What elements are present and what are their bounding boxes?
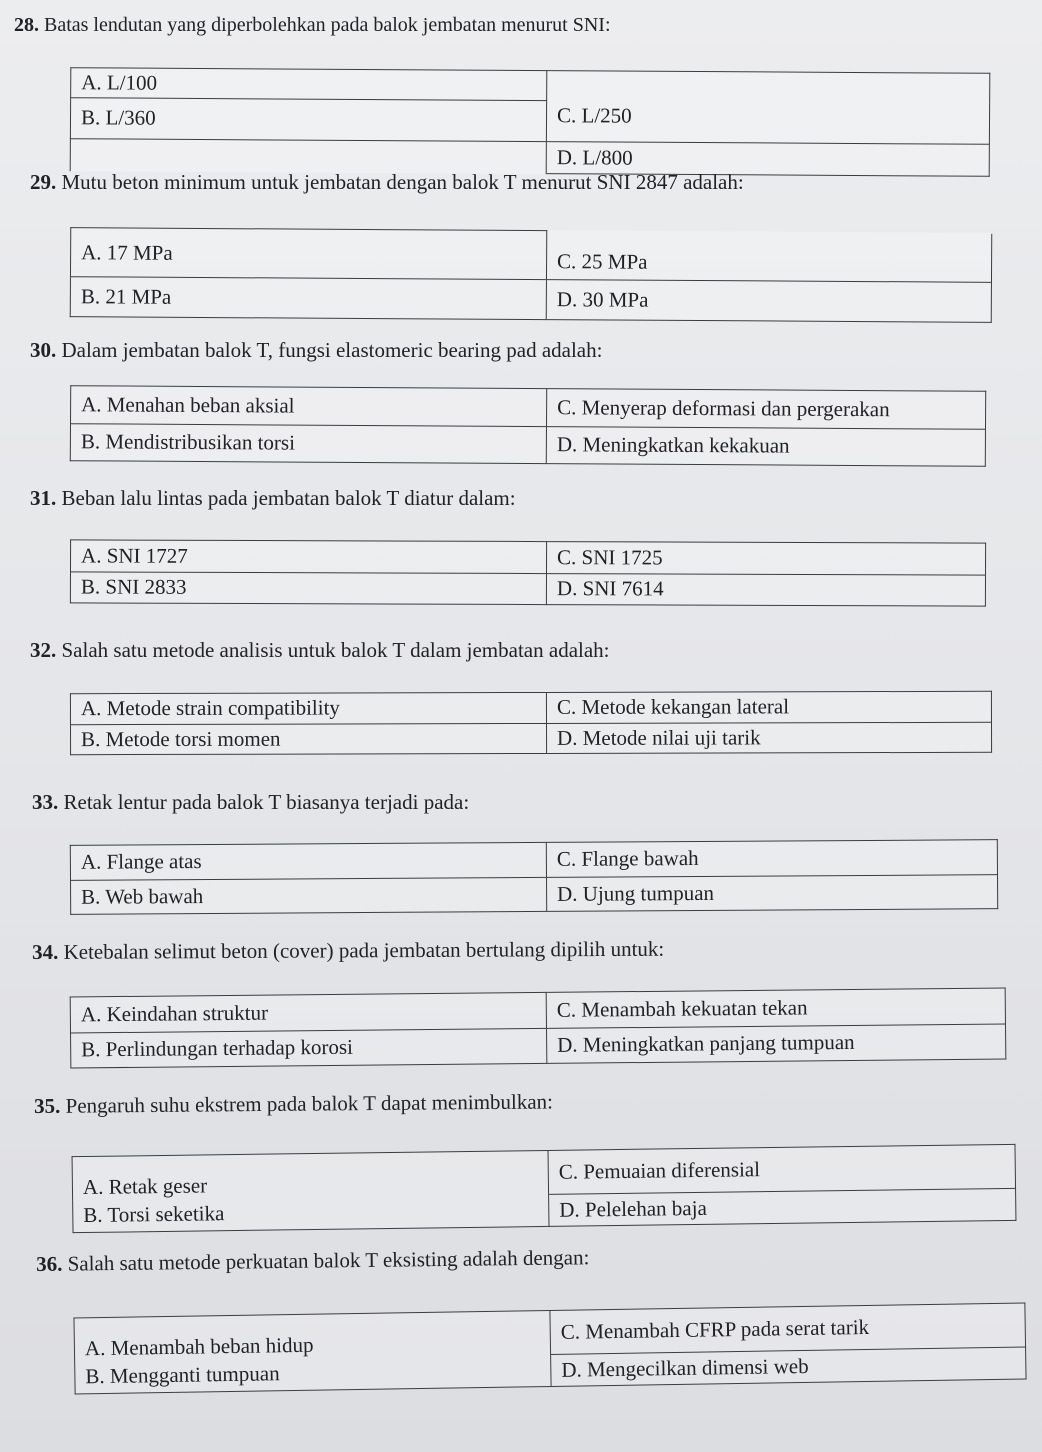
options-table-28 [70, 67, 991, 177]
question-text: Pengaruh suhu ekstrem pada balok T dapat menimbulkan: [65, 1089, 554, 1118]
option-b[interactable]: B. Mengganti tumpuan [75, 1354, 551, 1393]
question-number: 34. [32, 939, 59, 964]
option-a[interactable]: A. Flange atas [70, 842, 546, 879]
question-30 [30, 338, 602, 363]
question-number: 36. [36, 1251, 63, 1276]
question-number: 33. [32, 790, 59, 814]
question-number: 35. [34, 1093, 61, 1118]
option-c[interactable]: C. SNI 1725 [546, 542, 985, 575]
option-c[interactable]: C. Menambah CFRP pada serat tarik [550, 1303, 1026, 1354]
option-d[interactable]: D. L/800 [546, 141, 989, 176]
option-a[interactable]: A. Keindahan struktur [70, 992, 546, 1032]
option-a[interactable]: A. Retak geser [72, 1150, 549, 1200]
options-table-36 [73, 1303, 1026, 1394]
question-text: Retak lentur pada balok T biasanya terjadi pada: [63, 790, 470, 814]
option-b[interactable]: B. L/360 [70, 98, 546, 141]
options-table-35 [72, 1144, 1017, 1233]
option-b[interactable]: B. Mendistribusikan torsi [70, 423, 546, 463]
question-text: Batas lendutan yang diperbolehkan pada balok jembatan menurut SNI: [44, 14, 611, 36]
option-d[interactable]: D. Metode nilai uji tarik [546, 722, 991, 754]
options-table-31 [70, 539, 986, 606]
question-31 [30, 486, 516, 511]
option-b[interactable]: B. Torsi seketika [73, 1194, 549, 1232]
option-b[interactable]: B. SNI 2833 [70, 571, 546, 604]
question-text: Dalam jembatan balok T, fungsi elastomeric bearing pad adalah: [61, 338, 603, 362]
option-a[interactable]: A. Menambah beban hidup [74, 1310, 551, 1361]
option-c[interactable]: C. Menambah kekuatan tekan [546, 988, 1005, 1028]
option-a[interactable]: A. SNI 1727 [71, 540, 547, 573]
question-number: 30. [30, 338, 57, 362]
options-table-29 [70, 227, 993, 323]
question-text: Salah satu metode perkuatan balok T eksisting adalah dengan: [67, 1245, 590, 1276]
option-d[interactable]: D. SNI 7614 [546, 573, 985, 606]
option-d[interactable]: D. Meningkatkan kekakuan [546, 426, 985, 466]
option-c[interactable]: C. Menyerap deformasi dan pergerakan [546, 389, 985, 429]
options-table-32 [70, 691, 992, 755]
option-d[interactable]: D. 30 MPa [546, 280, 991, 323]
question-number: 28. [14, 14, 39, 36]
question-35 [34, 1089, 553, 1119]
question-number: 31. [30, 486, 57, 510]
options-table-33 [70, 839, 998, 915]
options-table-30 [70, 385, 986, 467]
option-a[interactable]: A. Menahan beban aksial [71, 386, 547, 426]
question-text: Salah satu metode analisis untuk balok T dalam jembatan adalah: [61, 638, 610, 662]
option-c[interactable]: C. Metode kekangan lateral [546, 691, 991, 723]
option-c[interactable]: C. Pemuaian diferensial [548, 1144, 1016, 1194]
question-28 [14, 14, 611, 37]
option-b[interactable]: B. 21 MPa [70, 277, 546, 320]
option-b[interactable]: B. Perlindungan terhadap korosi [71, 1028, 547, 1068]
option-c[interactable]: C. L/250 [546, 71, 989, 144]
option-d[interactable]: D. Mengecilkan dimensi web [551, 1347, 1026, 1386]
option-a[interactable]: A. Metode strain compatibility [70, 692, 546, 724]
question-33 [32, 790, 469, 815]
question-number: 32. [30, 638, 57, 662]
option-a[interactable]: A. L/100 [71, 68, 547, 101]
option-c[interactable]: C. 25 MPa [546, 231, 991, 283]
option-b[interactable]: B. Web bawah [71, 877, 547, 914]
option-d[interactable]: D. Meningkatkan panjang tumpuan [546, 1024, 1005, 1064]
option-a[interactable]: A. 17 MPa [70, 228, 546, 280]
question-number: 29. [30, 170, 57, 194]
option-c[interactable]: C. Flange bawah [546, 840, 997, 877]
question-text: Ketebalan selimut beton (cover) pada jembatan bertulang dipilih untuk: [63, 936, 665, 964]
question-36 [36, 1245, 590, 1277]
option-d[interactable]: D. Ujung tumpuan [546, 874, 997, 911]
question-text: Mutu beton minimum untuk jembatan dengan balok T menurut SNI 2847 adalah: [61, 170, 744, 194]
option-d[interactable]: D. Pelelehan baja [549, 1188, 1016, 1226]
options-table-34 [70, 988, 1007, 1069]
question-29 [30, 170, 744, 195]
question-text: Beban lalu lintas pada jembatan balok T diatur dalam: [61, 486, 516, 510]
question-34 [32, 937, 664, 965]
option-b[interactable]: B. Metode torsi momen [71, 723, 547, 755]
question-32 [30, 638, 610, 663]
